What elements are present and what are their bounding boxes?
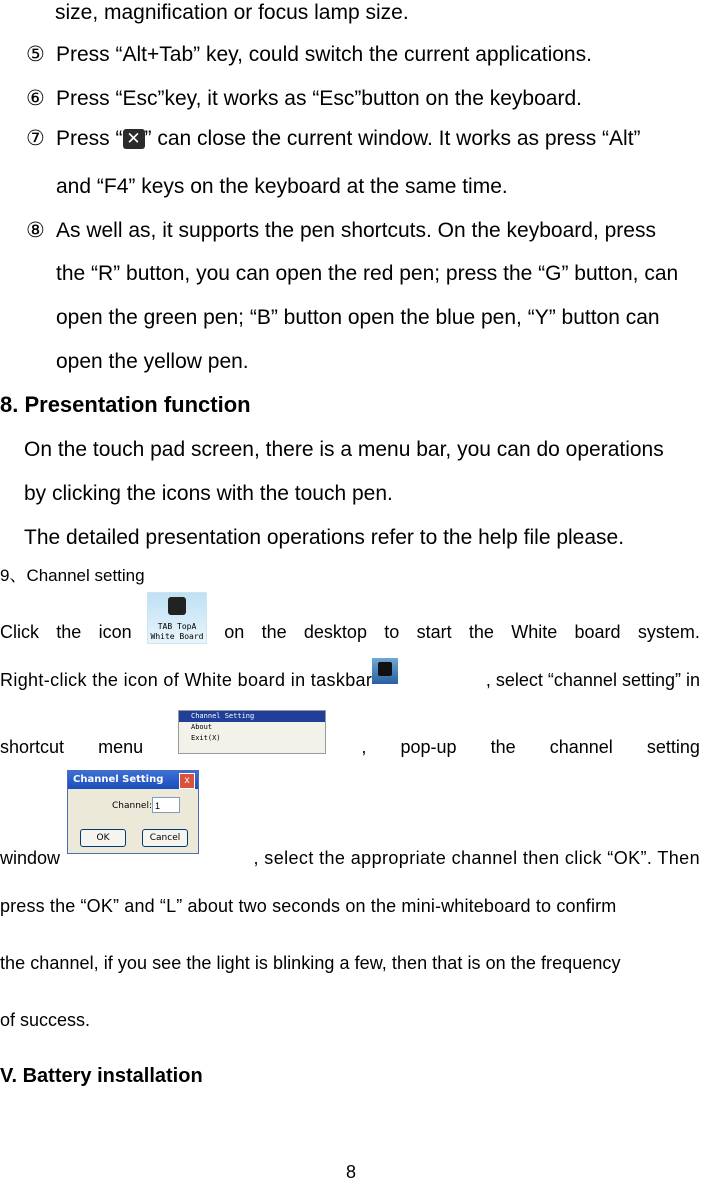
- graduation-cap-icon: [168, 597, 186, 615]
- text: , select the appropriate channel then click “OK”. Then: [253, 848, 700, 868]
- item-text: Press “Alt+Tab” key, could switch the current applications.: [56, 43, 592, 66]
- word: desktop: [303, 622, 367, 642]
- word: shortcut: [0, 737, 65, 757]
- word: setting: [646, 737, 700, 757]
- close-icon: ✕: [123, 129, 145, 149]
- word: menu: [98, 737, 144, 757]
- taskbar-whiteboard-icon: [372, 658, 398, 684]
- dialog-spacer: [60, 846, 190, 870]
- list-item-7-line2: and “F4” keys on the keyboard at the same time.: [56, 175, 508, 198]
- text: , select “channel setting” in: [485, 670, 700, 690]
- section-9-line1: [0, 620, 700, 644]
- word: the: [490, 737, 516, 757]
- dialog-title: Channel Setting: [68, 771, 198, 789]
- word: pop-up: [400, 737, 457, 757]
- section-8-heading: 8. Presentation function: [0, 392, 251, 417]
- word: on: [224, 622, 245, 642]
- menu-item-about: About: [191, 723, 213, 731]
- list-item-6: [26, 86, 582, 112]
- channel-field: 1: [152, 797, 180, 813]
- text: window: [0, 848, 61, 868]
- word: the: [56, 622, 82, 642]
- item-text: Press “: [56, 127, 123, 150]
- item-number: ⑤: [26, 43, 45, 66]
- list-item-8-line3: open the green pen; “B” button open the blue pen, “Y” button can: [56, 306, 660, 329]
- section-9-line3: [0, 735, 700, 759]
- ok-button: OK: [80, 829, 126, 847]
- section-9-heading: 9、Channel setting: [0, 566, 145, 585]
- menu-item-exit: Exit(X): [191, 734, 221, 742]
- word: Click: [0, 622, 39, 642]
- section-9-line4: [0, 846, 700, 870]
- intro-tail: size, magnification or focus lamp size.: [55, 1, 409, 24]
- text: Right-click the icon of White board in taskbar: [0, 670, 373, 690]
- app-icon-label: White Board: [150, 632, 204, 641]
- list-item-7: [26, 126, 700, 152]
- section-8-paragraph: The detailed presentation operations refer to the help file please.: [24, 526, 625, 549]
- item-number: ⑥: [26, 87, 45, 110]
- list-item-5: [26, 42, 592, 68]
- shortcut-menu-image: [178, 710, 326, 754]
- channel-setting-dialog-image: [67, 770, 199, 854]
- item-text: ” can close the current window. It works as press “Alt”: [144, 127, 641, 150]
- word: the: [261, 622, 287, 642]
- item-number: ⑦: [26, 127, 45, 150]
- word: channel: [549, 737, 613, 757]
- word: to: [384, 622, 400, 642]
- section-9-line5: press the “OK” and “L” about two seconds on the mini-whiteboard to confirm: [0, 896, 617, 916]
- section-9-line2: [0, 668, 700, 692]
- page-number: 8: [345, 1162, 356, 1182]
- word: icon: [98, 622, 132, 642]
- section-8-paragraph: On the touch pad screen, there is a menu bar, you can do operations: [24, 438, 664, 461]
- channel-label: Channel:: [112, 801, 152, 811]
- item-text: As well as, it supports the pen shortcuts. On the keyboard, press: [56, 219, 656, 242]
- graduation-cap-icon: [378, 662, 392, 676]
- section-v-heading: V. Battery installation: [0, 1065, 203, 1087]
- section-8-paragraph: by clicking the icons with the touch pen.: [24, 482, 393, 505]
- section-9-line7: of success.: [0, 1010, 91, 1030]
- word: system.: [637, 622, 700, 642]
- item-number: ⑧: [26, 219, 45, 242]
- cancel-button: Cancel: [142, 829, 188, 847]
- list-item-8-line2: the “R” button, you can open the red pen; press the “G” button, can: [56, 262, 679, 285]
- word: start: [416, 622, 452, 642]
- app-icon-label: TAB TopA: [157, 622, 197, 631]
- close-icon: x: [179, 773, 195, 789]
- list-item-8: [26, 218, 656, 244]
- word: the: [468, 622, 494, 642]
- whiteboard-app-icon: [147, 592, 207, 644]
- word: ,: [361, 737, 367, 757]
- word: board: [574, 622, 621, 642]
- item-text: Press “Esc”key, it works as “Esc”button on the keyboard.: [56, 87, 582, 110]
- word: White: [511, 622, 558, 642]
- section-9-line6: the channel, if you see the light is blinking a few, then that is on the frequency: [0, 953, 621, 973]
- menu-item-channel-setting: Channel Setting: [179, 711, 325, 722]
- list-item-8-line4: open the yellow pen.: [56, 350, 249, 373]
